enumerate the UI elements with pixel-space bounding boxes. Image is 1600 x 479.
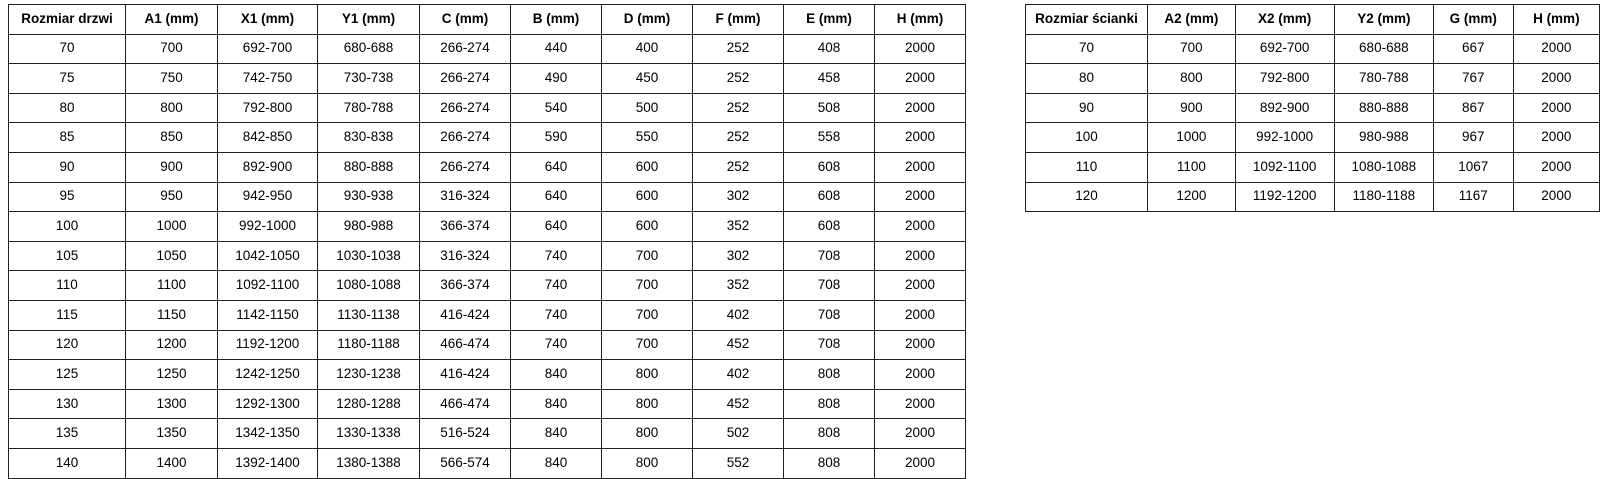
table-cell: 700 [602,241,693,271]
table-cell: 800 [602,389,693,419]
table-cell: 2000 [1513,152,1599,182]
table-cell: 840 [511,419,602,449]
table-cell: 1167 [1433,182,1513,212]
table-cell: 266-274 [420,34,511,64]
table-cell: 408 [784,34,875,64]
table-cell: 850 [126,123,218,153]
table-cell: 100 [9,212,126,242]
table-cell: 992-1000 [218,212,318,242]
table-cell: 302 [693,241,784,271]
table-cell: 1292-1300 [218,389,318,419]
table-cell: 942-950 [218,182,318,212]
table-cell: 767 [1433,64,1513,94]
table-cell: 1100 [1148,152,1235,182]
table-row [9,212,966,242]
table-cell: 70 [1026,34,1148,64]
table-cell: 1230-1238 [318,360,420,390]
table-row [1026,93,1600,123]
table-cell: 1142-1150 [218,300,318,330]
table-cell: 808 [784,389,875,419]
table-cell: 750 [126,64,218,94]
table-cell: 252 [693,152,784,182]
table-cell: 125 [9,360,126,390]
table-cell: 252 [693,123,784,153]
table-cell: 1000 [126,212,218,242]
table-cell: 2000 [875,123,966,153]
table-cell: 830-838 [318,123,420,153]
table-cell: 440 [511,34,602,64]
table-cell: 740 [511,271,602,301]
table-row [9,419,966,449]
table-cell: 458 [784,64,875,94]
table-cell: 2000 [875,34,966,64]
table-cell: 840 [511,360,602,390]
table-row [1026,34,1600,64]
wall-table-body [1026,34,1600,212]
table-cell: 640 [511,182,602,212]
table-cell: 808 [784,360,875,390]
table-row [9,64,966,94]
table-cell: 780-788 [1334,64,1433,94]
table-cell: 302 [693,182,784,212]
table-cell: 800 [126,93,218,123]
door-column-header: B (mm) [511,5,602,35]
table-cell: 2000 [875,330,966,360]
table-cell: 135 [9,419,126,449]
table-cell: 1330-1338 [318,419,420,449]
table-cell: 316-324 [420,182,511,212]
table-cell: 2000 [875,300,966,330]
table-row [9,330,966,360]
table-cell: 120 [1026,182,1148,212]
table-cell: 252 [693,34,784,64]
table-cell: 1150 [126,300,218,330]
table-cell: 2000 [875,419,966,449]
table-cell: 1400 [126,448,218,478]
table-row [9,300,966,330]
table-cell: 700 [602,330,693,360]
table-cell: 450 [602,64,693,94]
table-row [9,271,966,301]
table-cell: 608 [784,212,875,242]
table-cell: 842-850 [218,123,318,153]
table-cell: 640 [511,212,602,242]
table-cell: 792-800 [1235,64,1334,94]
table-cell: 95 [9,182,126,212]
table-cell: 1342-1350 [218,419,318,449]
table-cell: 266-274 [420,123,511,153]
table-cell: 780-788 [318,93,420,123]
table-cell: 600 [602,152,693,182]
table-cell: 266-274 [420,93,511,123]
table-cell: 708 [784,241,875,271]
table-cell: 500 [602,93,693,123]
table-cell: 708 [784,300,875,330]
table-cell: 700 [602,300,693,330]
table-cell: 452 [693,389,784,419]
table-cell: 110 [9,271,126,301]
table-cell: 402 [693,300,784,330]
table-cell: 1042-1050 [218,241,318,271]
table-cell: 800 [1148,64,1235,94]
table-cell: 1380-1388 [318,448,420,478]
table-row [9,34,966,64]
table-cell: 416-424 [420,360,511,390]
table-cell: 80 [9,93,126,123]
table-cell: 490 [511,64,602,94]
table-cell: 1030-1038 [318,241,420,271]
table-cell: 680-688 [1334,34,1433,64]
table-cell: 352 [693,271,784,301]
door-column-header: X1 (mm) [218,5,318,35]
table-cell: 366-374 [420,212,511,242]
table-cell: 1000 [1148,123,1235,153]
table-cell: 466-474 [420,330,511,360]
table-cell: 2000 [1513,93,1599,123]
table-cell: 90 [9,152,126,182]
table-cell: 867 [1433,93,1513,123]
table-cell: 80 [1026,64,1148,94]
table-cell: 316-324 [420,241,511,271]
table-row [9,448,966,478]
table-cell: 550 [602,123,693,153]
table-row [1026,123,1600,153]
table-cell: 402 [693,360,784,390]
door-dimensions-table-container [8,4,966,479]
table-cell: 1242-1250 [218,360,318,390]
table-cell: 1092-1100 [1235,152,1334,182]
door-column-header: F (mm) [693,5,784,35]
table-cell: 2000 [875,448,966,478]
table-cell: 1180-1188 [318,330,420,360]
table-cell: 1350 [126,419,218,449]
table-cell: 90 [1026,93,1148,123]
table-cell: 992-1000 [1235,123,1334,153]
table-cell: 980-988 [1334,123,1433,153]
wall-table-head [1026,5,1600,35]
table-cell: 800 [602,419,693,449]
table-cell: 892-900 [1235,93,1334,123]
table-cell: 2000 [875,360,966,390]
door-column-header: A1 (mm) [126,5,218,35]
table-cell: 516-524 [420,419,511,449]
table-cell: 880-888 [1334,93,1433,123]
table-cell: 110 [1026,152,1148,182]
table-cell: 1192-1200 [218,330,318,360]
table-cell: 1050 [126,241,218,271]
table-cell: 2000 [1513,182,1599,212]
table-cell: 1200 [126,330,218,360]
table-cell: 540 [511,93,602,123]
table-cell: 502 [693,419,784,449]
table-cell: 692-700 [1235,34,1334,64]
table-cell: 1100 [126,271,218,301]
table-cell: 2000 [875,182,966,212]
table-cell: 808 [784,448,875,478]
door-table-body [9,34,966,478]
wall-dimensions-table [1025,4,1600,212]
table-cell: 70 [9,34,126,64]
table-cell: 130 [9,389,126,419]
table-cell: 1092-1100 [218,271,318,301]
table-row [9,360,966,390]
table-cell: 120 [9,330,126,360]
table-cell: 792-800 [218,93,318,123]
table-cell: 2000 [875,241,966,271]
table-cell: 1080-1088 [318,271,420,301]
table-cell: 980-988 [318,212,420,242]
table-cell: 1300 [126,389,218,419]
table-cell: 1180-1188 [1334,182,1433,212]
table-cell: 708 [784,271,875,301]
table-cell: 352 [693,212,784,242]
table-cell: 252 [693,93,784,123]
table-cell: 2000 [875,212,966,242]
table-cell: 600 [602,182,693,212]
table-row [1026,182,1600,212]
table-cell: 1130-1138 [318,300,420,330]
door-dimensions-table [8,4,966,479]
table-cell: 730-738 [318,64,420,94]
table-cell: 800 [602,448,693,478]
table-cell: 1392-1400 [218,448,318,478]
table-cell: 85 [9,123,126,153]
table-cell: 700 [1148,34,1235,64]
table-cell: 700 [126,34,218,64]
table-cell: 608 [784,152,875,182]
table-cell: 950 [126,182,218,212]
wall-column-header: Y2 (mm) [1334,5,1433,35]
table-cell: 2000 [875,389,966,419]
table-cell: 466-474 [420,389,511,419]
table-row [1026,64,1600,94]
wall-table-header-row [1026,5,1600,35]
table-row [9,241,966,271]
table-cell: 600 [602,212,693,242]
table-cell: 266-274 [420,152,511,182]
table-cell: 105 [9,241,126,271]
wall-column-header: Rozmiar ścianki [1026,5,1148,35]
table-cell: 700 [602,271,693,301]
table-row [9,182,966,212]
wall-column-header: H (mm) [1513,5,1599,35]
table-cell: 2000 [1513,123,1599,153]
table-cell: 1200 [1148,182,1235,212]
table-cell: 740 [511,330,602,360]
door-column-header: D (mm) [602,5,693,35]
table-cell: 840 [511,389,602,419]
table-cell: 740 [511,300,602,330]
table-cell: 1250 [126,360,218,390]
wall-column-header: A2 (mm) [1148,5,1235,35]
table-cell: 508 [784,93,875,123]
table-cell: 2000 [875,64,966,94]
door-column-header: E (mm) [784,5,875,35]
table-cell: 608 [784,182,875,212]
table-cell: 558 [784,123,875,153]
table-cell: 1192-1200 [1235,182,1334,212]
table-cell: 100 [1026,123,1148,153]
wall-dimensions-table-container [1025,4,1600,212]
table-cell: 2000 [1513,34,1599,64]
table-cell: 252 [693,64,784,94]
table-cell: 75 [9,64,126,94]
table-cell: 266-274 [420,64,511,94]
door-column-header: Rozmiar drzwi [9,5,126,35]
table-row [1026,152,1600,182]
table-cell: 967 [1433,123,1513,153]
table-cell: 416-424 [420,300,511,330]
table-cell: 1080-1088 [1334,152,1433,182]
door-table-header-row [9,5,966,35]
table-cell: 566-574 [420,448,511,478]
door-column-header: C (mm) [420,5,511,35]
table-cell: 2000 [875,93,966,123]
table-cell: 900 [1148,93,1235,123]
door-table-head [9,5,966,35]
table-cell: 2000 [875,152,966,182]
table-cell: 680-688 [318,34,420,64]
table-cell: 708 [784,330,875,360]
table-cell: 1067 [1433,152,1513,182]
table-cell: 880-888 [318,152,420,182]
table-cell: 1280-1288 [318,389,420,419]
table-cell: 692-700 [218,34,318,64]
table-cell: 892-900 [218,152,318,182]
table-cell: 366-374 [420,271,511,301]
table-cell: 400 [602,34,693,64]
table-cell: 808 [784,419,875,449]
table-cell: 640 [511,152,602,182]
table-cell: 452 [693,330,784,360]
table-row [9,93,966,123]
table-cell: 930-938 [318,182,420,212]
wall-column-header: X2 (mm) [1235,5,1334,35]
wall-column-header: G (mm) [1433,5,1513,35]
table-row [9,152,966,182]
table-row [9,123,966,153]
table-cell: 140 [9,448,126,478]
table-cell: 800 [602,360,693,390]
table-cell: 2000 [1513,64,1599,94]
table-cell: 552 [693,448,784,478]
table-cell: 590 [511,123,602,153]
table-cell: 840 [511,448,602,478]
table-cell: 740 [511,241,602,271]
door-column-header: H (mm) [875,5,966,35]
table-cell: 2000 [875,271,966,301]
table-cell: 742-750 [218,64,318,94]
door-column-header: Y1 (mm) [318,5,420,35]
table-cell: 900 [126,152,218,182]
table-row [9,389,966,419]
table-cell: 115 [9,300,126,330]
table-cell: 667 [1433,34,1513,64]
